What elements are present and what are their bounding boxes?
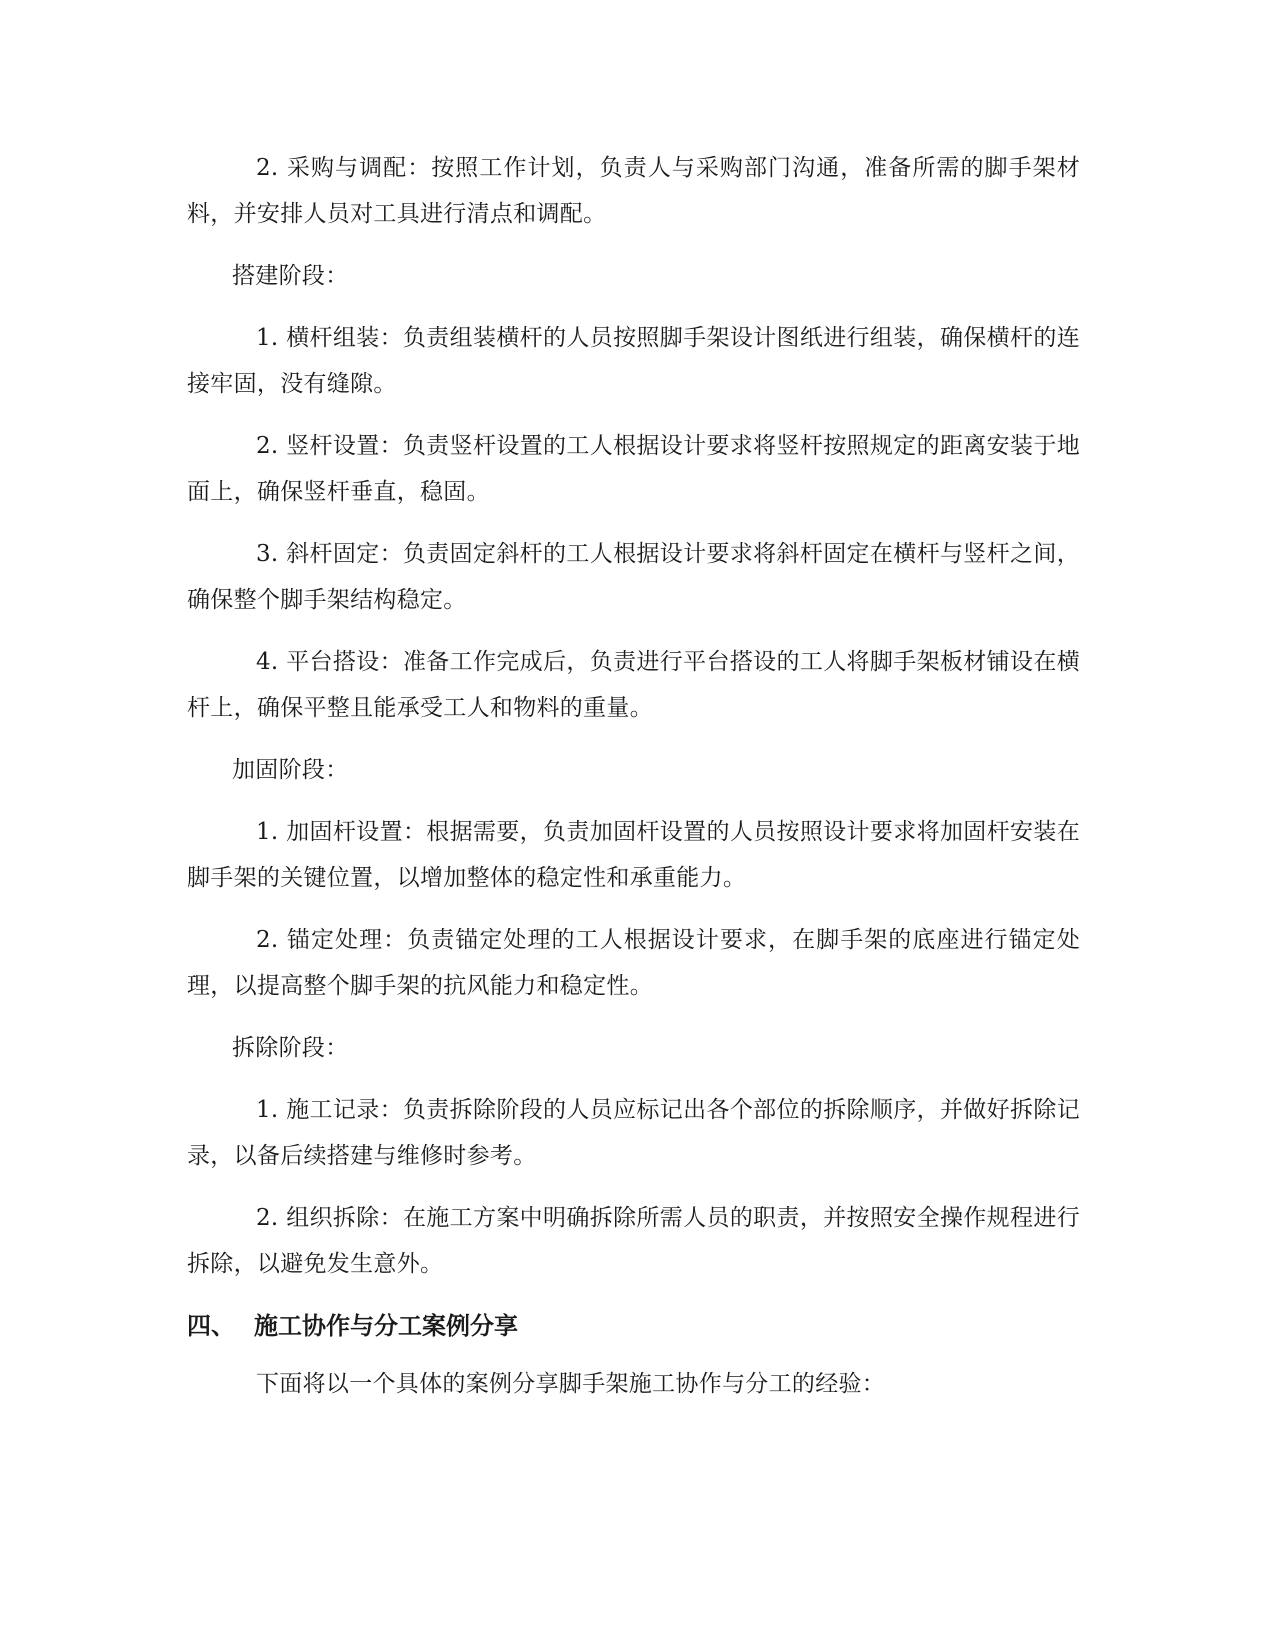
paragraph-crossbar-assembly: 1. 横杆组装：负责组装横杆的人员按照脚手架设计图纸进行组装，确保横杆的连接牢固，没有缝隙。 [187,325,1080,397]
stage-heading-build: 搭建阶段： [232,263,349,289]
paragraph-reinforcement-bar: 1. 加固杆设置：根据需要，负责加固杆设置的人员按照设计要求将加固杆安装在脚手架的关键位置，以增加整体的稳定性和承重能力。 [187,819,1080,891]
paragraph-platform-setup: 4. 平台搭设：准备工作完成后，负责进行平台搭设的工人将脚手架板材铺设在横杆上，确保平整且能承受工人和物料的重量。 [187,649,1080,721]
paragraph-upright-setup: 2. 竖杆设置：负责竖杆设置的工人根据设计要求将竖杆按照规定的距离安装于地面上，确保竖杆垂直，稳固。 [187,433,1080,505]
paragraph-construction-record: 1. 施工记录：负责拆除阶段的人员应标记出各个部位的拆除顺序，并做好拆除记录，以备后续搭建与维修时参考。 [187,1097,1080,1169]
paragraph-anchoring: 2. 锚定处理：负责锚定处理的工人根据设计要求，在脚手架的底座进行锚定处理，以提高整个脚手架的抗风能力和稳定性。 [187,927,1080,999]
page-content [187,145,1080,1423]
paragraph-diagonal-fixing: 3. 斜杆固定：负责固定斜杆的工人根据设计要求将斜杆固定在横杆与竖杆之间，确保整个脚手架结构稳定。 [187,541,1080,613]
section-heading [187,1303,1080,1349]
section-number: 四、 [187,1312,235,1340]
section-title: 施工协作与分工案例分享 [254,1312,518,1340]
paragraph-organize-dismantle: 2. 组织拆除：在施工方案中明确拆除所需人员的职责，并按照安全操作规程进行拆除，以避免发生意外。 [187,1205,1080,1277]
stage-heading-dismantle: 拆除阶段： [232,1035,349,1061]
stage-heading-reinforce: 加固阶段： [232,757,349,783]
paragraph-closing: 下面将以一个具体的案例分享脚手架施工协作与分工的经验： [256,1371,886,1397]
paragraph-procurement: 2. 采购与调配：按照工作计划，负责人与采购部门沟通，准备所需的脚手架材料，并安排人员对工具进行清点和调配。 [187,155,1080,227]
